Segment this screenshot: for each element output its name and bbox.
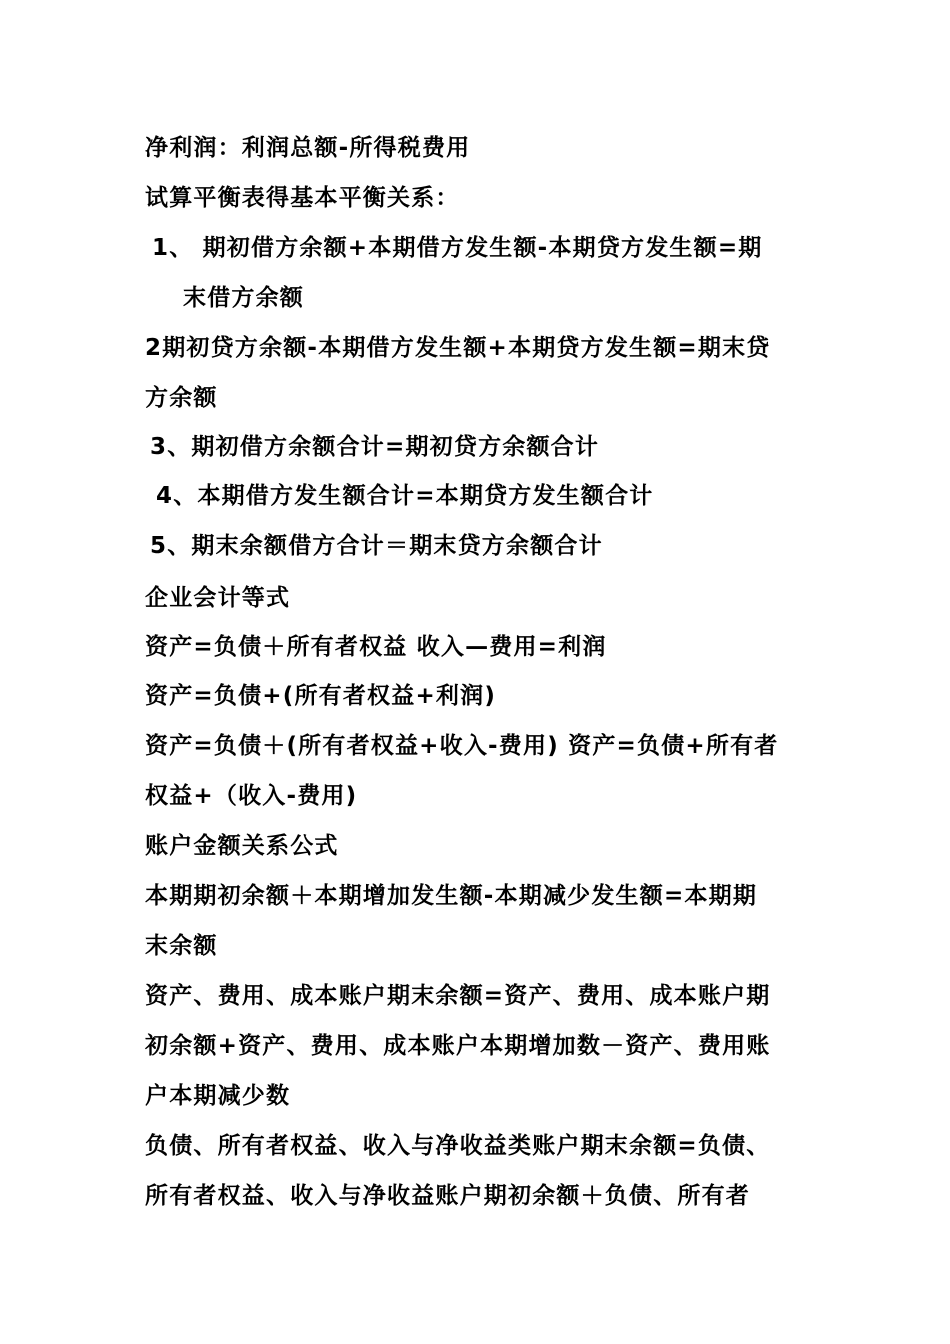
text-line-account-formula-2-end: 户本期减少数 bbox=[145, 1083, 291, 1109]
text-line-equation-2: 资产=负债+(所有者权益+利润) bbox=[145, 683, 497, 709]
text-line-accounting-equation-heading: 企业会计等式 bbox=[145, 585, 291, 611]
text-line-relation-2-cont: 方余额 bbox=[145, 385, 218, 411]
text-line-account-formula-heading: 账户金额关系公式 bbox=[145, 833, 339, 859]
text-line-account-formula-2: 资产、费用、成本账户期末余额=资产、费用、成本账户期 bbox=[145, 983, 771, 1009]
text-line-relation-1-cont: 末借方余额 bbox=[183, 285, 304, 311]
text-line-relation-5: 5、期末余额借方合计＝期末贷方余额合计 bbox=[150, 533, 603, 559]
text-line-net-profit: 净利润：利润总额-所得税费用 bbox=[145, 135, 471, 161]
text-line-account-formula-3-cont: 所有者权益、收入与净收益账户期初余额＋负债、所有者 bbox=[145, 1183, 750, 1209]
text-line-equation-3: 资产=负债＋(所有者权益+收入-费用) 资产=负债+所有者 bbox=[145, 733, 779, 759]
text-line-relation-3: 3、期初借方余额合计=期初贷方余额合计 bbox=[150, 434, 600, 460]
text-line-trial-balance-heading: 试算平衡表得基本平衡关系： bbox=[145, 185, 460, 211]
text-line-equation-3-cont: 权益+（收入-费用) bbox=[145, 783, 358, 809]
text-line-equation-1: 资产=负债＋所有者权益 收入—费用=利润 bbox=[145, 634, 607, 660]
text-line-account-formula-1-cont: 末余额 bbox=[145, 933, 218, 959]
text-line-account-formula-1: 本期期初余额＋本期增加发生额-本期减少发生额=本期期 bbox=[145, 883, 758, 909]
text-line-relation-1: 1、 期初借方余额+本期借方发生额-本期贷方发生额=期 bbox=[152, 235, 763, 261]
text-line-account-formula-3: 负债、所有者权益、收入与净收益类账户期末余额=负债、 bbox=[145, 1133, 771, 1159]
text-line-relation-4: 4、本期借方发生额合计=本期贷方发生额合计 bbox=[156, 483, 654, 509]
text-line-relation-2: 2期初贷方余额-本期借方发生额+本期贷方发生额=期末贷 bbox=[145, 335, 771, 361]
text-line-account-formula-2-cont: 初余额+资产、费用、成本账户本期增加数－资产、费用账 bbox=[145, 1033, 771, 1059]
